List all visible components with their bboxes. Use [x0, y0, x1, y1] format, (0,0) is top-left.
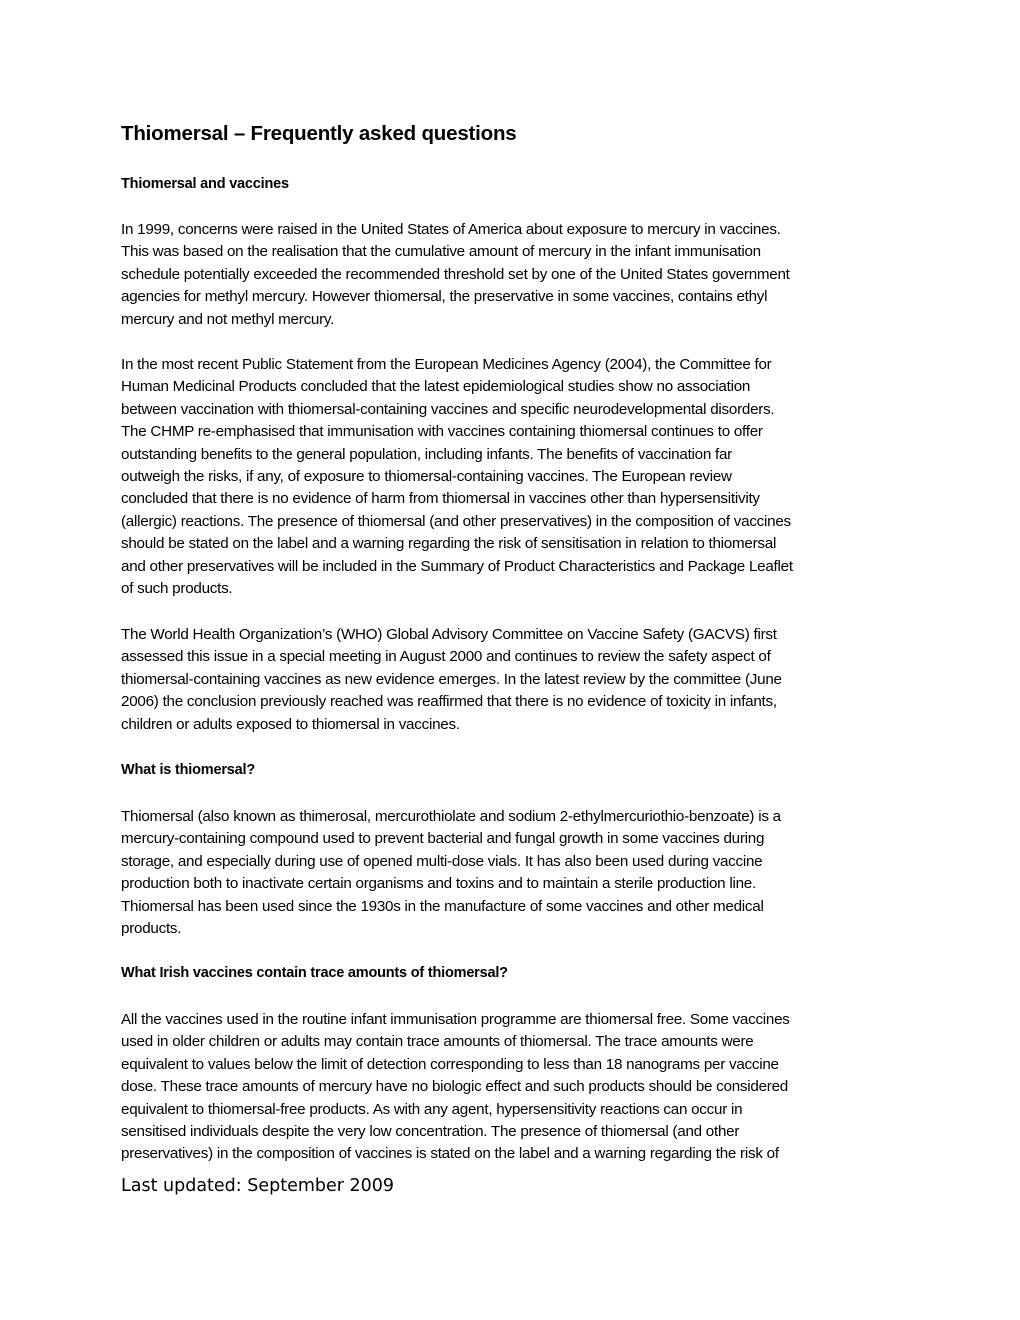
text-line: preservatives) in the composition of vaccines is stated on the label and a warning regarding the risk of: [121, 1145, 779, 1163]
last-updated-footer: Last updated: September 2009: [121, 1176, 395, 1196]
text-line: mercury and not methyl mercury.: [121, 310, 335, 328]
section-heading-irish-vaccines: What Irish vaccines contain trace amounts of thiomersal?: [121, 965, 508, 981]
text-line: between vaccination with thiomersal-containing vaccines and specific neurodevelopmental disorders.: [121, 400, 775, 418]
text-line: concluded that there is no evidence of harm from thiomersal in vaccines other than hypersensitivity: [121, 490, 760, 508]
text-line: dose. These trace amounts of mercury have no biologic effect and such products should be considered: [121, 1078, 788, 1096]
paragraph-who-gacvs: [121, 624, 782, 736]
text-line: In the most recent Public Statement from the European Medicines Agency (2004), the Committee for: [121, 356, 772, 373]
section-heading-thiomersal-and-vaccines: Thiomersal and vaccines: [121, 176, 289, 192]
text-line: The World Health Organization’s (WHO) Global Advisory Committee on Vaccine Safety (GACVS) first: [121, 626, 777, 643]
paragraph-ema-statement: [121, 354, 793, 600]
text-line: All the vaccines used in the routine infant immunisation programme are thiomersal free. Some vaccines: [121, 1011, 790, 1028]
paragraph-irish-vaccines: [121, 1009, 790, 1166]
paragraph-1999-concerns: [121, 219, 790, 331]
text-line: should be stated on the label and a warning regarding the risk of sensitisation in relation to thiomersal: [121, 535, 777, 553]
text-line: agencies for methyl mercury. However thiomersal, the preservative in some vaccines, contains ethyl: [121, 288, 768, 306]
text-line: outstanding benefits to the general population, including infants. The benefits of vaccination far: [121, 445, 732, 463]
text-line: Human Medicinal Products concluded that the latest epidemiological studies show no association: [121, 378, 751, 396]
text-line: equivalent to thiomersal-free products. As with any agent, hypersensitivity reactions can occur in: [121, 1100, 743, 1118]
text-line: production both to inactivate certain organisms and toxins and to maintain a sterile production line.: [121, 875, 756, 893]
text-line: thiomersal-containing vaccines as new evidence emerges. In the latest review by the committee (June: [121, 670, 782, 688]
text-line: and other preservatives will be included in the Summary of Product Characteristics and Package Leaflet: [121, 557, 793, 575]
text-line: equivalent to values below the limit of detection corresponding to less than 18 nanograms per vaccine: [121, 1055, 779, 1073]
text-line: (allergic) reactions. The presence of thiomersal (and other preservatives) in the composition of vaccines: [121, 512, 791, 530]
text-line: Thiomersal has been used since the 1930s in the manufacture of some vaccines and other medical: [121, 897, 764, 915]
text-line: outweigh the risks, if any, of exposure to thiomersal-containing vaccines. The European review: [121, 468, 732, 486]
text-line: sensitised individuals despite the very low concentration. The presence of thiomersal (and other: [121, 1123, 740, 1141]
text-line: products.: [121, 920, 182, 938]
text-line: mercury-containing compound used to prevent bacterial and fungal growth in some vaccines during: [121, 830, 765, 848]
text-line: This was based on the realisation that the cumulative amount of mercury in the infant immunisation: [121, 243, 761, 261]
text-line: 2006) the conclusion previously reached was reaffirmed that there is no evidence of toxicity in infants,: [121, 693, 777, 711]
text-line: of such products.: [121, 580, 233, 598]
text-line: children or adults exposed to thiomersal in vaccines.: [121, 715, 460, 733]
text-line: schedule potentially exceeded the recommended threshold set by one of the United States government: [121, 265, 790, 283]
section-heading-what-is-thiomersal: What is thiomersal?: [121, 762, 255, 778]
text-line: used in older children or adults may contain trace amounts of thiomersal. The trace amounts were: [121, 1033, 754, 1051]
text-line: In 1999, concerns were raised in the United States of America about exposure to mercury in vaccines.: [121, 221, 781, 238]
text-line: assessed this issue in a special meeting in August 2000 and continues to review the safety aspect of: [121, 648, 771, 666]
text-line: storage, and especially during use of opened multi-dose vials. It has also been used during vaccine: [121, 852, 763, 870]
text-line: Thiomersal (also known as thimerosal, mercurothiolate and sodium 2-ethylmercuriothio-benzoate) is a: [121, 808, 781, 825]
page-title: Thiomersal – Frequently asked questions: [121, 122, 517, 145]
text-line: The CHMP re-emphasised that immunisation with vaccines containing thiomersal continues to offer: [121, 423, 763, 441]
paragraph-thiomersal-definition: [121, 806, 781, 940]
